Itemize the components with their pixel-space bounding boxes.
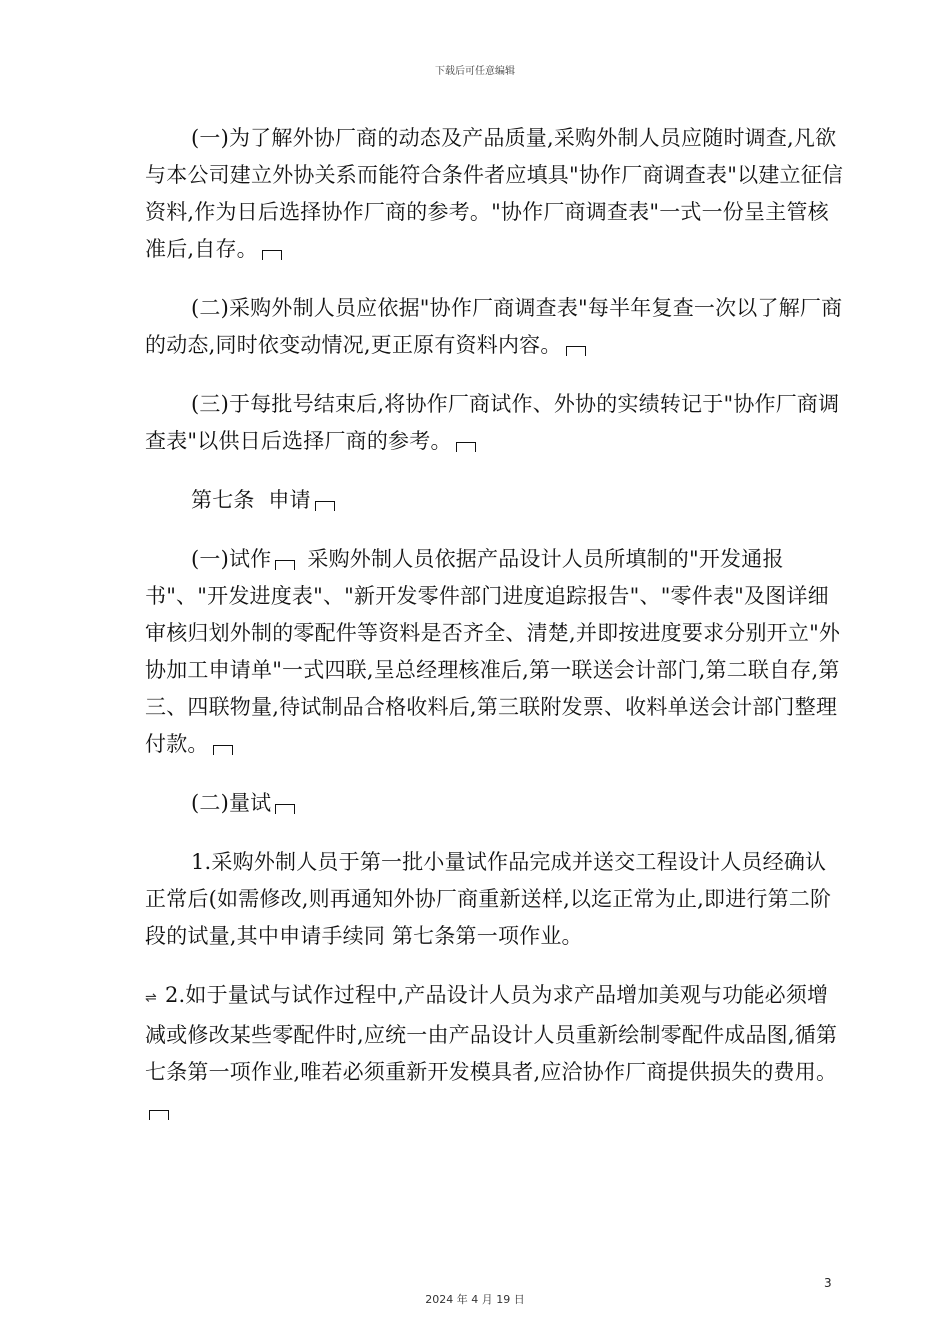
paragraph-trial-text: 采购外制人员依据产品设计人员所填制的"开发通报书"、"开发进度表"、"新开发零件部门进度追踪报告"、"零件表"及图详细审核归划外制的零配件等资料是否齐全、清楚,并即按进度要求分别开立"外协加工申请单"一式四联,呈总经理核准后,第一联送会计部门,第二联自存,第三、四联物量,待试制品合格收料后,第三联附发票、收料单送会计部门整理付款。 — [145, 547, 841, 756]
paragraph-item-1-text: 1.采购外制人员于第一批小量试作品完成并送交工程设计人员经确认正常后(如需修改,则再通知外协厂商重新送样,以迄正常为止,即进行第二阶段的试量,其中申请手续同 第七条第一项作业。 — [145, 850, 832, 948]
page-number: 3 — [824, 1276, 832, 1290]
paragraph-mark-icon — [149, 1110, 169, 1120]
paragraph-trial-lead: (一)试作 — [191, 547, 272, 571]
paragraph-mark-icon — [275, 560, 295, 570]
paragraph-mark-icon — [275, 804, 295, 814]
subheading-mass-trial — [145, 785, 845, 822]
paragraph-3-text: (三)于每批号结束后,将协作厂商试作、外协的实绩转记于"协作厂商调查表"以供日后选择厂商的参考。 — [145, 392, 840, 453]
paragraph-mark-icon — [566, 346, 586, 356]
subheading-mass-trial-text: (二)量试 — [191, 791, 272, 815]
page-header: 下载后可任意编辑 — [435, 66, 515, 77]
paragraph-3 — [145, 386, 845, 460]
article-heading — [145, 482, 845, 519]
paragraph-item-2 — [141, 977, 845, 1128]
paragraph-2 — [145, 290, 845, 364]
paragraph-item-1 — [145, 844, 845, 955]
page-footer-date: 2024 年 4 月 19 日 — [425, 1293, 525, 1306]
paragraph-mark-icon — [315, 501, 335, 511]
paragraph-1-text: (一)为了解外协厂商的动态及产品质量,采购外制人员应随时调查,凡欲与本公司建立外协关系而能符合条件者应填具"协作厂商调查表"以建立征信资料,作为日后选择协作厂商的参考。"协作厂商调查表"一式一份呈主管核准后,自存。 — [145, 126, 844, 261]
paragraph-mark-icon — [262, 250, 282, 260]
paragraph-mark-icon — [456, 442, 476, 452]
paragraph-item-2-text: 2.如于量试与试作过程中,产品设计人员为求产品增加美观与功能必须增减或修改某些零配件时,应统一由产品设计人员重新绘制零配件成品图,循第七条第一项作业,唯若必须重新开发模具者,应洽协作厂商提供损失的费用。 — [145, 983, 838, 1084]
article-heading-text: 第七条 申请 — [191, 488, 311, 512]
paragraph-mark-icon — [213, 745, 233, 755]
paragraph-2-text: (二)采购外制人员应依据"协作厂商调查表"每半年复查一次以了解厂商的动态,同时依变动情况,更正原有资料内容。 — [145, 296, 843, 357]
document-body — [145, 120, 845, 1150]
list-marker-icon: ⇌ — [145, 990, 157, 1006]
paragraph-trial — [145, 541, 845, 763]
paragraph-1 — [145, 120, 845, 268]
